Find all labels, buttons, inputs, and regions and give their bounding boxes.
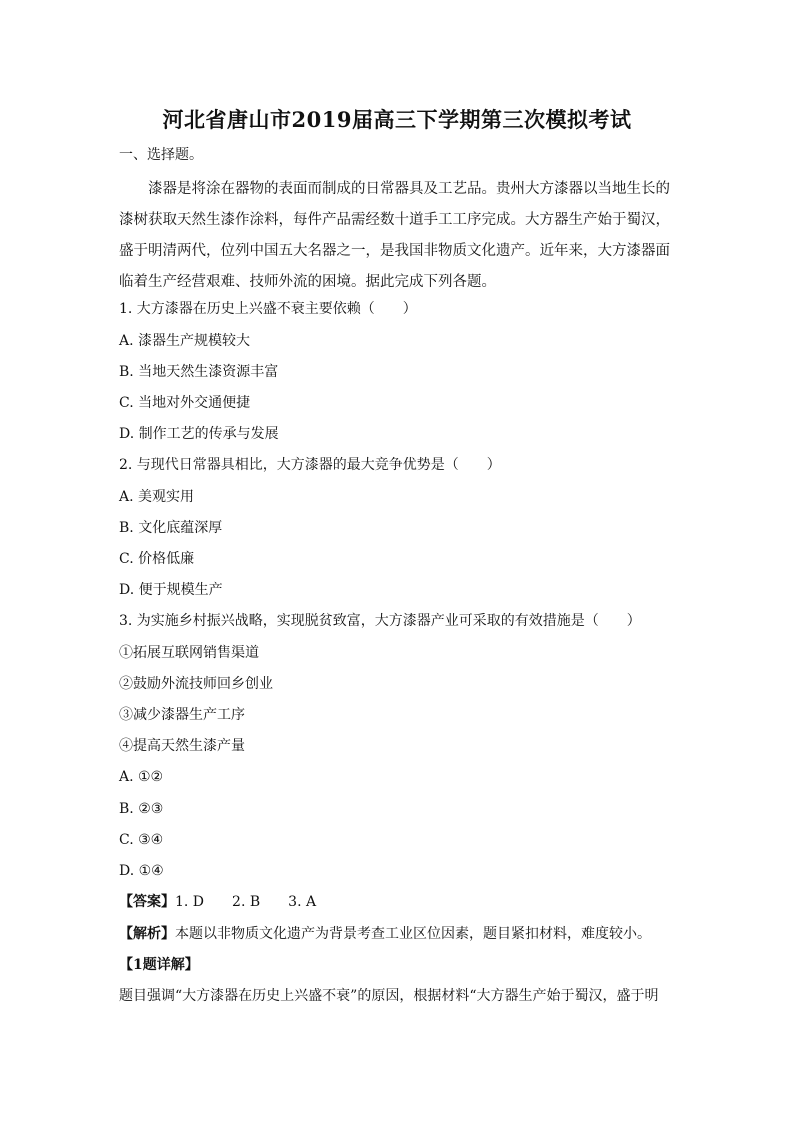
question-1-option-b: B. 当地天然生漆资源丰富 [119,364,279,380]
question-1-stem: 1. 大方漆器在历史上兴盛不衰主要依赖（ ） [119,301,417,317]
question-3-statement-3: ③减少漆器生产工序 [119,707,245,723]
question-3-statement-1: ①拓展互联网销售渠道 [119,645,259,661]
question-2-option-b: B. 文化底蕴深厚 [119,520,223,536]
answer-line [119,892,316,912]
passage-text: 漆器是将涂在器物的表面而制成的日常器具及工艺品。贵州大方漆器以当地生长的漆树获取天然生漆作涂料，每件产品需经数十道手工工序完成。大方器生产始于蜀汉，盛于明清两代，位列中国五大名器之一，是我国非物质文化遗产。近年来，大方漆器面临着生产经营艰难、技师外流的困境。据此完成下列各题。 [119,181,670,290]
question-1-option-a: A. 漆器生产规模较大 [119,333,251,349]
answer-label: 【答案】 [119,894,175,910]
question-3-statement-4: ④提高天然生漆产量 [119,738,245,754]
question-3-statement-2: ②鼓励外流技师回乡创业 [119,676,273,692]
passage [119,174,679,298]
analysis-label: 【解析】 [119,926,175,942]
question-3-option-c: C. ③④ [119,832,164,848]
question-2-option-c: C. 价格低廉 [119,551,195,567]
question-2-option-d: D. 便于规模生产 [119,582,223,598]
question-1-option-c: C. 当地对外交通便捷 [119,395,251,411]
question-2-stem: 2. 与现代日常器具相比，大方漆器的最大竞争优势是（ ） [119,457,501,473]
detail-heading: 【1题详解】 [119,957,199,973]
question-3-option-d: D. ①④ [119,863,164,879]
detail-text: 题目强调“大方漆器在历史上兴盛不衰”的原因，根据材料“大方器生产始于蜀汉，盛于明 [119,988,659,1004]
analysis-text: 本题以非物质文化遗产为背景考查工业区位因素，题目紧扣材料，难度较小。 [175,926,651,942]
question-3-stem: 3. 为实施乡村振兴战略，实现脱贫致富，大方漆器产业可采取的有效措施是（ ） [119,613,641,629]
answer-item-3: 3. A [288,894,317,910]
question-1-option-d: D. 制作工艺的传承与发展 [119,426,279,442]
question-3-option-b: B. ②③ [119,801,164,817]
analysis-line [119,924,651,944]
answer-item-1: 1. D [175,894,205,910]
section-heading: 一、选择题。 [119,147,203,163]
question-3-option-a: A. ①② [119,769,164,785]
answer-item-2: 2. B [232,894,261,910]
question-2-option-a: A. 美观实用 [119,489,195,505]
page-title: 河北省唐山市2019届高三下学期第三次模拟考试 [162,107,632,132]
